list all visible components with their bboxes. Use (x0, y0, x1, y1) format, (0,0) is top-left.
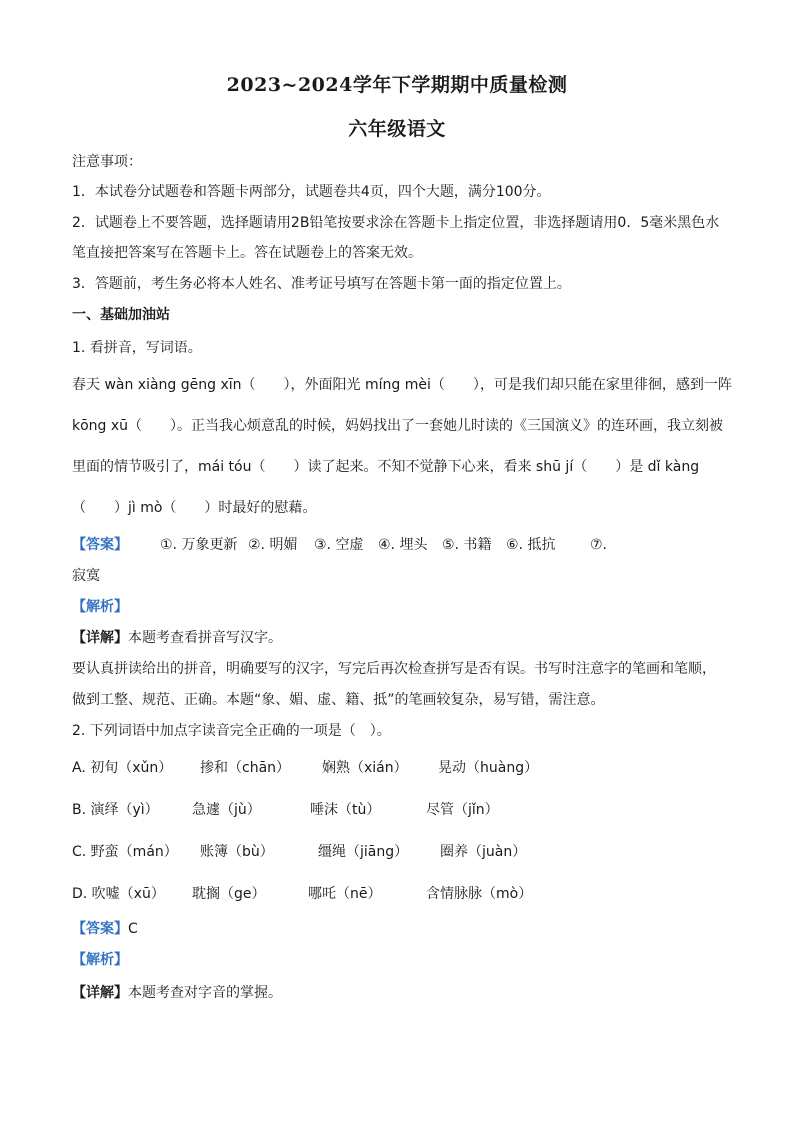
q2-option-d-4: 含情脉脉（mò） (426, 886, 533, 902)
exam-title: 2023~2024学年下学期期中质量检测 (226, 74, 568, 96)
q2-option-b-3: 唾沫（tù） (310, 802, 381, 818)
notice-item-1: 1．本试卷分试题卷和答题卡两部分，试题卷共4页，四个大题，满分100分。 (72, 184, 551, 200)
q2-option-a-4: 晃动（huàng） (438, 760, 539, 776)
q1-answer-5: ⑤. 书籍 (442, 537, 492, 553)
q2-answer-label: 【答案】 (72, 921, 128, 937)
q2-option-c-2: 账簿（bù） (200, 844, 274, 860)
q1-line-2: kōng xū（ ）。正当我心烦意乱的时候，妈妈找出了一套她儿时读的《三国演义》的连环画，我立刻被 (72, 418, 724, 434)
notice-item-2-line-2: 笔直接把答案写在答题卡上。答在试题卷上的答案无效。 (72, 245, 422, 261)
q2-option-a-2: 掺和（chān） (200, 760, 291, 776)
q2-option-c (72, 842, 526, 862)
q1-detail (72, 628, 282, 648)
notice-item-3: 3．答题前，考生务必将本人姓名、准考证号填写在答题卡第一面的指定位置上。 (72, 276, 571, 292)
q1-answer-continued: 寂寞 (72, 568, 100, 584)
q1-answer-2: ②. 明媚 (248, 537, 298, 553)
q1-line-1: 春天 wàn xiàng gēng xīn（ ），外面阳光 míng mèi（ ），可是我们却只能在家里徘徊，感到一阵 (72, 377, 732, 393)
notice-heading: 注意事项： (72, 154, 142, 170)
q2-detail-label: 【详解】 (72, 985, 128, 1001)
q2-option-a-1: A. 初旬（xǔn） (72, 760, 173, 776)
q2-option-a-3: 娴熟（xián） (322, 760, 408, 776)
q2-option-d-2: 耽搁（ge） (192, 886, 266, 902)
q2-analysis-label: 【解析】 (72, 952, 128, 968)
q1-analysis-label: 【解析】 (72, 599, 128, 615)
q1-detail-text: 本题考查看拼音写汉字。 (128, 630, 282, 646)
q2-option-b-2: 急遽（jù） (192, 802, 261, 818)
q1-answer-4: ④. 埋头 (378, 537, 428, 553)
q2-option-b-4: 尽管（jǐn） (426, 802, 499, 818)
q2-option-d-3: 哪吒（nē） (308, 886, 382, 902)
q2-answer (72, 919, 138, 939)
section-heading: 一、基础加油站 (72, 307, 170, 323)
q1-answer-label: 【答案】 (72, 537, 128, 553)
q1-answer-1: ①. 万象更新 (160, 537, 238, 553)
q2-option-d (72, 884, 532, 904)
q2-detail (72, 983, 282, 1003)
q1-detail-label: 【详解】 (72, 630, 128, 646)
q2-option-c-1: C. 野蛮（mán） (72, 844, 178, 860)
q2-option-a (72, 758, 538, 778)
q2-stem: 2. 下列词语中加点字读音完全正确的一项是（ ）。 (72, 723, 391, 739)
q1-line-3: 里面的情节吸引了，mái tóu（ ）读了起来。不知不觉静下心来，看来 shū jí（ ）是 dǐ kàng (72, 459, 700, 475)
q2-detail-text: 本题考查对字音的掌握。 (128, 985, 282, 1001)
q2-answer-value: C (128, 921, 138, 937)
q1-answer-3: ③. 空虚 (314, 537, 364, 553)
q2-option-b-1: B. 演绎（yì） (72, 802, 159, 818)
notice-item-2-line-1: 2．试题卷上不要答题，选择题请用2B铅笔按要求涂在答题卡上指定位置，非选择题请用0．5毫米黑色水 (72, 215, 720, 231)
q2-option-d-1: D. 吹嘘（xū） (72, 886, 165, 902)
q1-explain-line-1: 要认真拼读给出的拼音，明确要写的汉字，写完后再次检查拼写是否有误。书写时注意字的笔画和笔顺， (72, 661, 716, 677)
q2-option-c-3: 缰绳（jiāng） (318, 844, 409, 860)
q2-option-b (72, 800, 499, 820)
q1-answer-6: ⑥. 抵抗 (506, 537, 556, 553)
q1-stem: 1. 看拼音，写词语。 (72, 340, 202, 356)
exam-subtitle: 六年级语文 (348, 118, 446, 140)
q1-answer-row (72, 535, 722, 555)
q1-answer-7: ⑦. (590, 537, 608, 553)
q1-explain-line-2: 做到工整、规范、正确。本题“象、媚、虚、籍、抵”的笔画较复杂，易写错，需注意。 (72, 692, 605, 708)
q1-line-4: （ ）jì mò（ ）时最好的慰藉。 (72, 500, 317, 516)
q2-option-c-4: 圈养（juàn） (440, 844, 527, 860)
